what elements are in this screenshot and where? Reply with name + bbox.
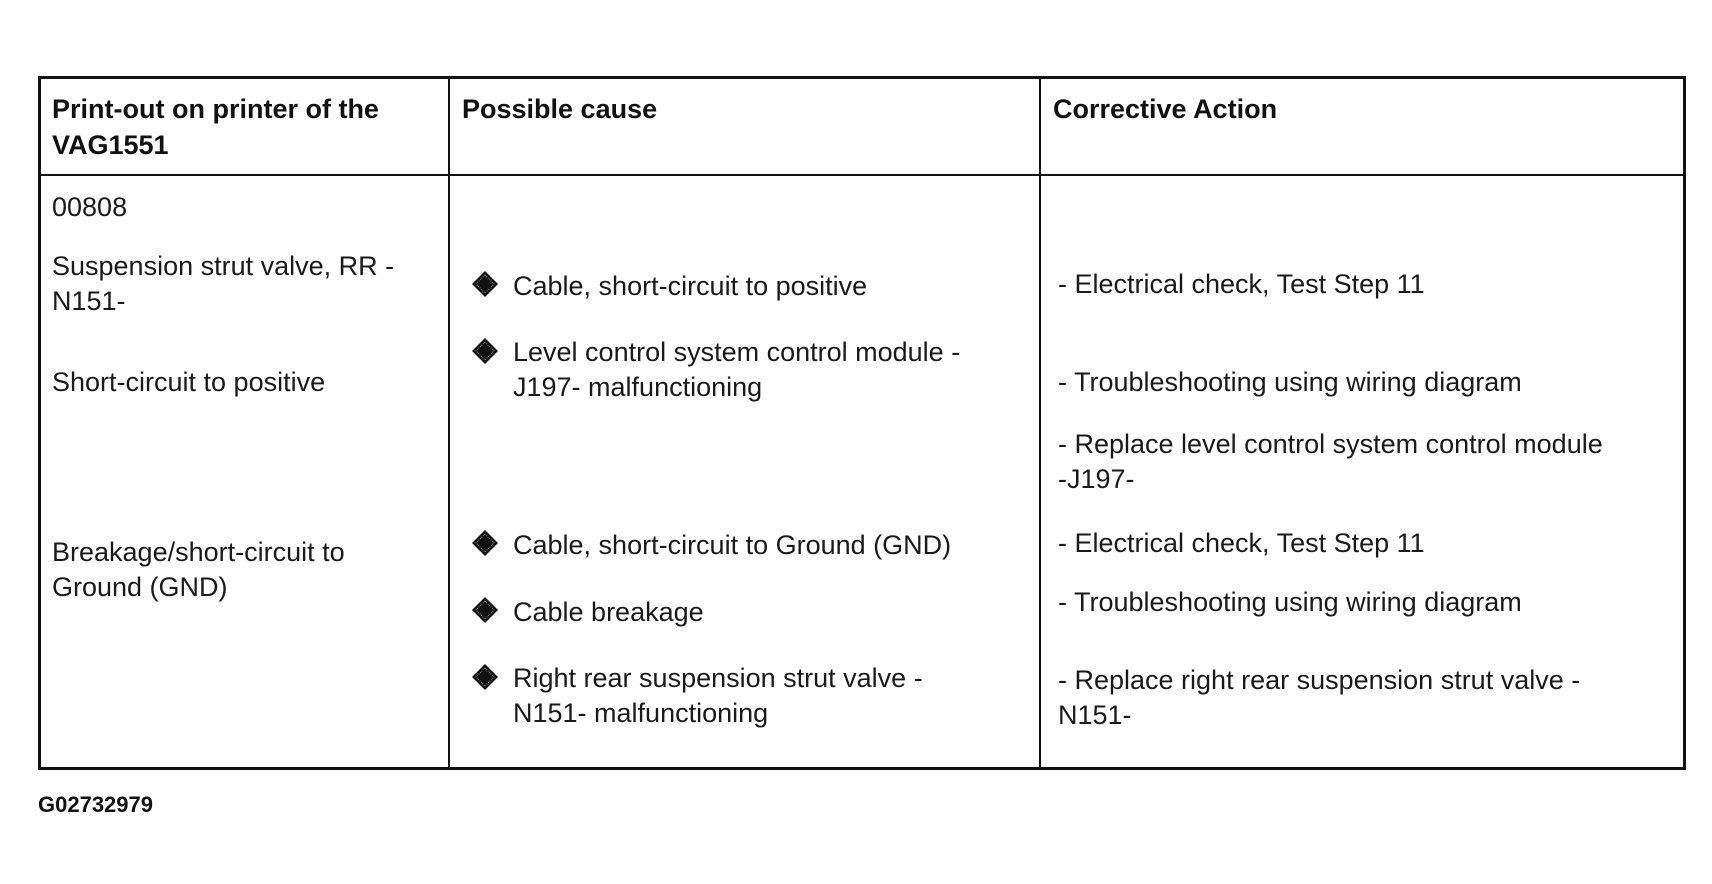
action-4: - Electrical check, Test Step 11 [1058,528,1425,558]
cause-3: Cable, short-circuit to Ground (GND) [513,530,952,560]
fault-code: 00808 [52,192,128,222]
cause-5-line1: Right rear suspension strut valve - [513,663,923,693]
figure-id: G02732979 [38,792,153,817]
action-3-line1: - Replace level control system control module [1058,429,1603,459]
cause-2-line2: J197- malfunctioning [513,372,763,402]
diamond-bullet-icon [471,663,499,691]
action-1: - Electrical check, Test Step 11 [1058,269,1425,299]
diamond-bullet-icon [471,596,499,624]
component-name-line2: N151- [52,286,126,316]
fault-type-1: Short-circuit to positive [52,367,326,397]
header-printout: Print-out on printer of the VAG1551 [52,94,379,160]
cause-2-line1: Level control system control module - [513,337,961,367]
header-corrective-action: Corrective Action [1053,94,1278,124]
action-6-line1: - Replace right rear suspension strut valve - [1058,665,1581,695]
fault-type-2-line1: Breakage/short-circuit to [52,537,345,567]
diamond-bullet-icon [471,270,499,298]
fault-table [38,76,1686,770]
fault-type-2-line2: Ground (GND) [52,572,228,602]
action-6-line2: N151- [1058,700,1132,730]
cause-1: Cable, short-circuit to positive [513,271,868,301]
component-name-line1: Suspension strut valve, RR - [52,251,395,281]
column-divider-2 [1039,79,1041,767]
header-possible-cause: Possible cause [462,94,658,124]
column-divider-1 [448,79,450,767]
diamond-bullet-icon [471,529,499,557]
header-divider [41,174,1683,176]
action-3-line2: -J197- [1058,464,1135,494]
action-2: - Troubleshooting using wiring diagram [1058,367,1522,397]
diamond-bullet-icon [471,337,499,365]
cause-4: Cable breakage [513,597,704,627]
action-5: - Troubleshooting using wiring diagram [1058,587,1522,617]
cause-5-line2: N151- malfunctioning [513,698,769,728]
